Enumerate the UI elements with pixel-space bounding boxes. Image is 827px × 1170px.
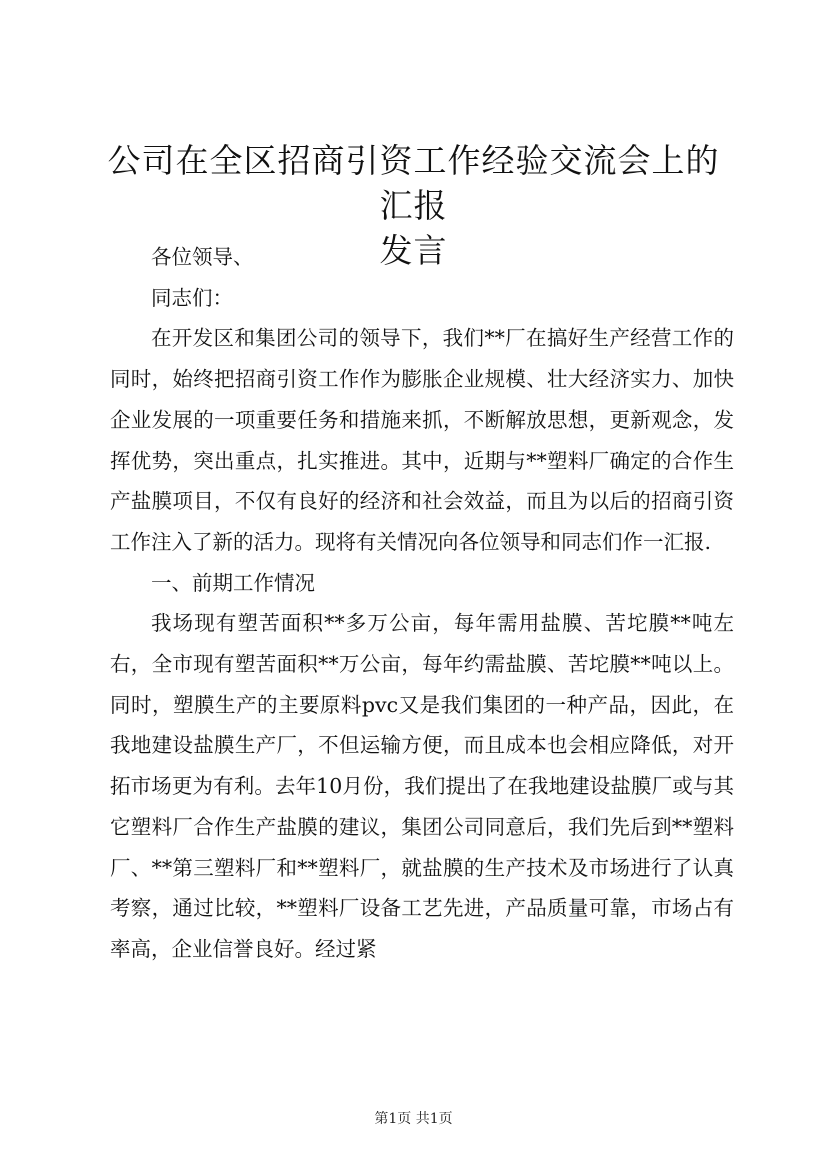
- title-line-2: 发言: [379, 231, 448, 270]
- page-footer: 第1页 共1页: [374, 1111, 453, 1127]
- section-heading-1: 一、前期工作情况: [151, 570, 315, 595]
- salutation-leaders: 各位领导、: [151, 245, 254, 269]
- paragraph-intro: 在开发区和集团公司的领导下，我们**厂在搞好生产经营工作的同时，始终把招商引资工作作为膨胀企业规模、壮大经济实力、加快企业发展的一项重要任务和措施来抓，不断解放思想，更新观念，发挥优势，突出重点，扎实推进。其中，近期与**塑料厂确定的合作生产盐膜项目，不仅有良好的经济和社会效益，而且为以后的招商引资工作注入了新的活力。现将有关情况向各位领导和同志们作一汇报.: [110, 326, 734, 554]
- title-line-1: 公司在全区招商引资工作经验交流会上的汇报: [107, 141, 720, 225]
- document-body: [110, 237, 734, 970]
- paragraph-section-1: 我场现有塑苦面积**多万公亩，每年需用盐膜、苦坨膜**吨左右，全市现有塑苦面积**万公亩，每年约需盐膜、苦坨膜**吨以上。同时，塑膜生产的主要原料pvc又是我们集团的一种产品，因此，在我地建设盐膜生产厂，不但运输方便，而且成本也会相应降低，对开拓市场更为有利。去年10月份，我们提出了在我地建设盐膜厂或与其它塑料厂合作生产盐膜的建议，集团公司同意后，我们先后到**塑料厂、**第三塑料厂和**塑料厂，就盐膜的生产技术及市场进行了认真考察，通过比较，**塑料厂设备工艺先进，产品质量可靠，市场占有率高，企业信誉良好。经过紧: [110, 611, 734, 961]
- salutation-comrades: 同志们：: [151, 285, 233, 310]
